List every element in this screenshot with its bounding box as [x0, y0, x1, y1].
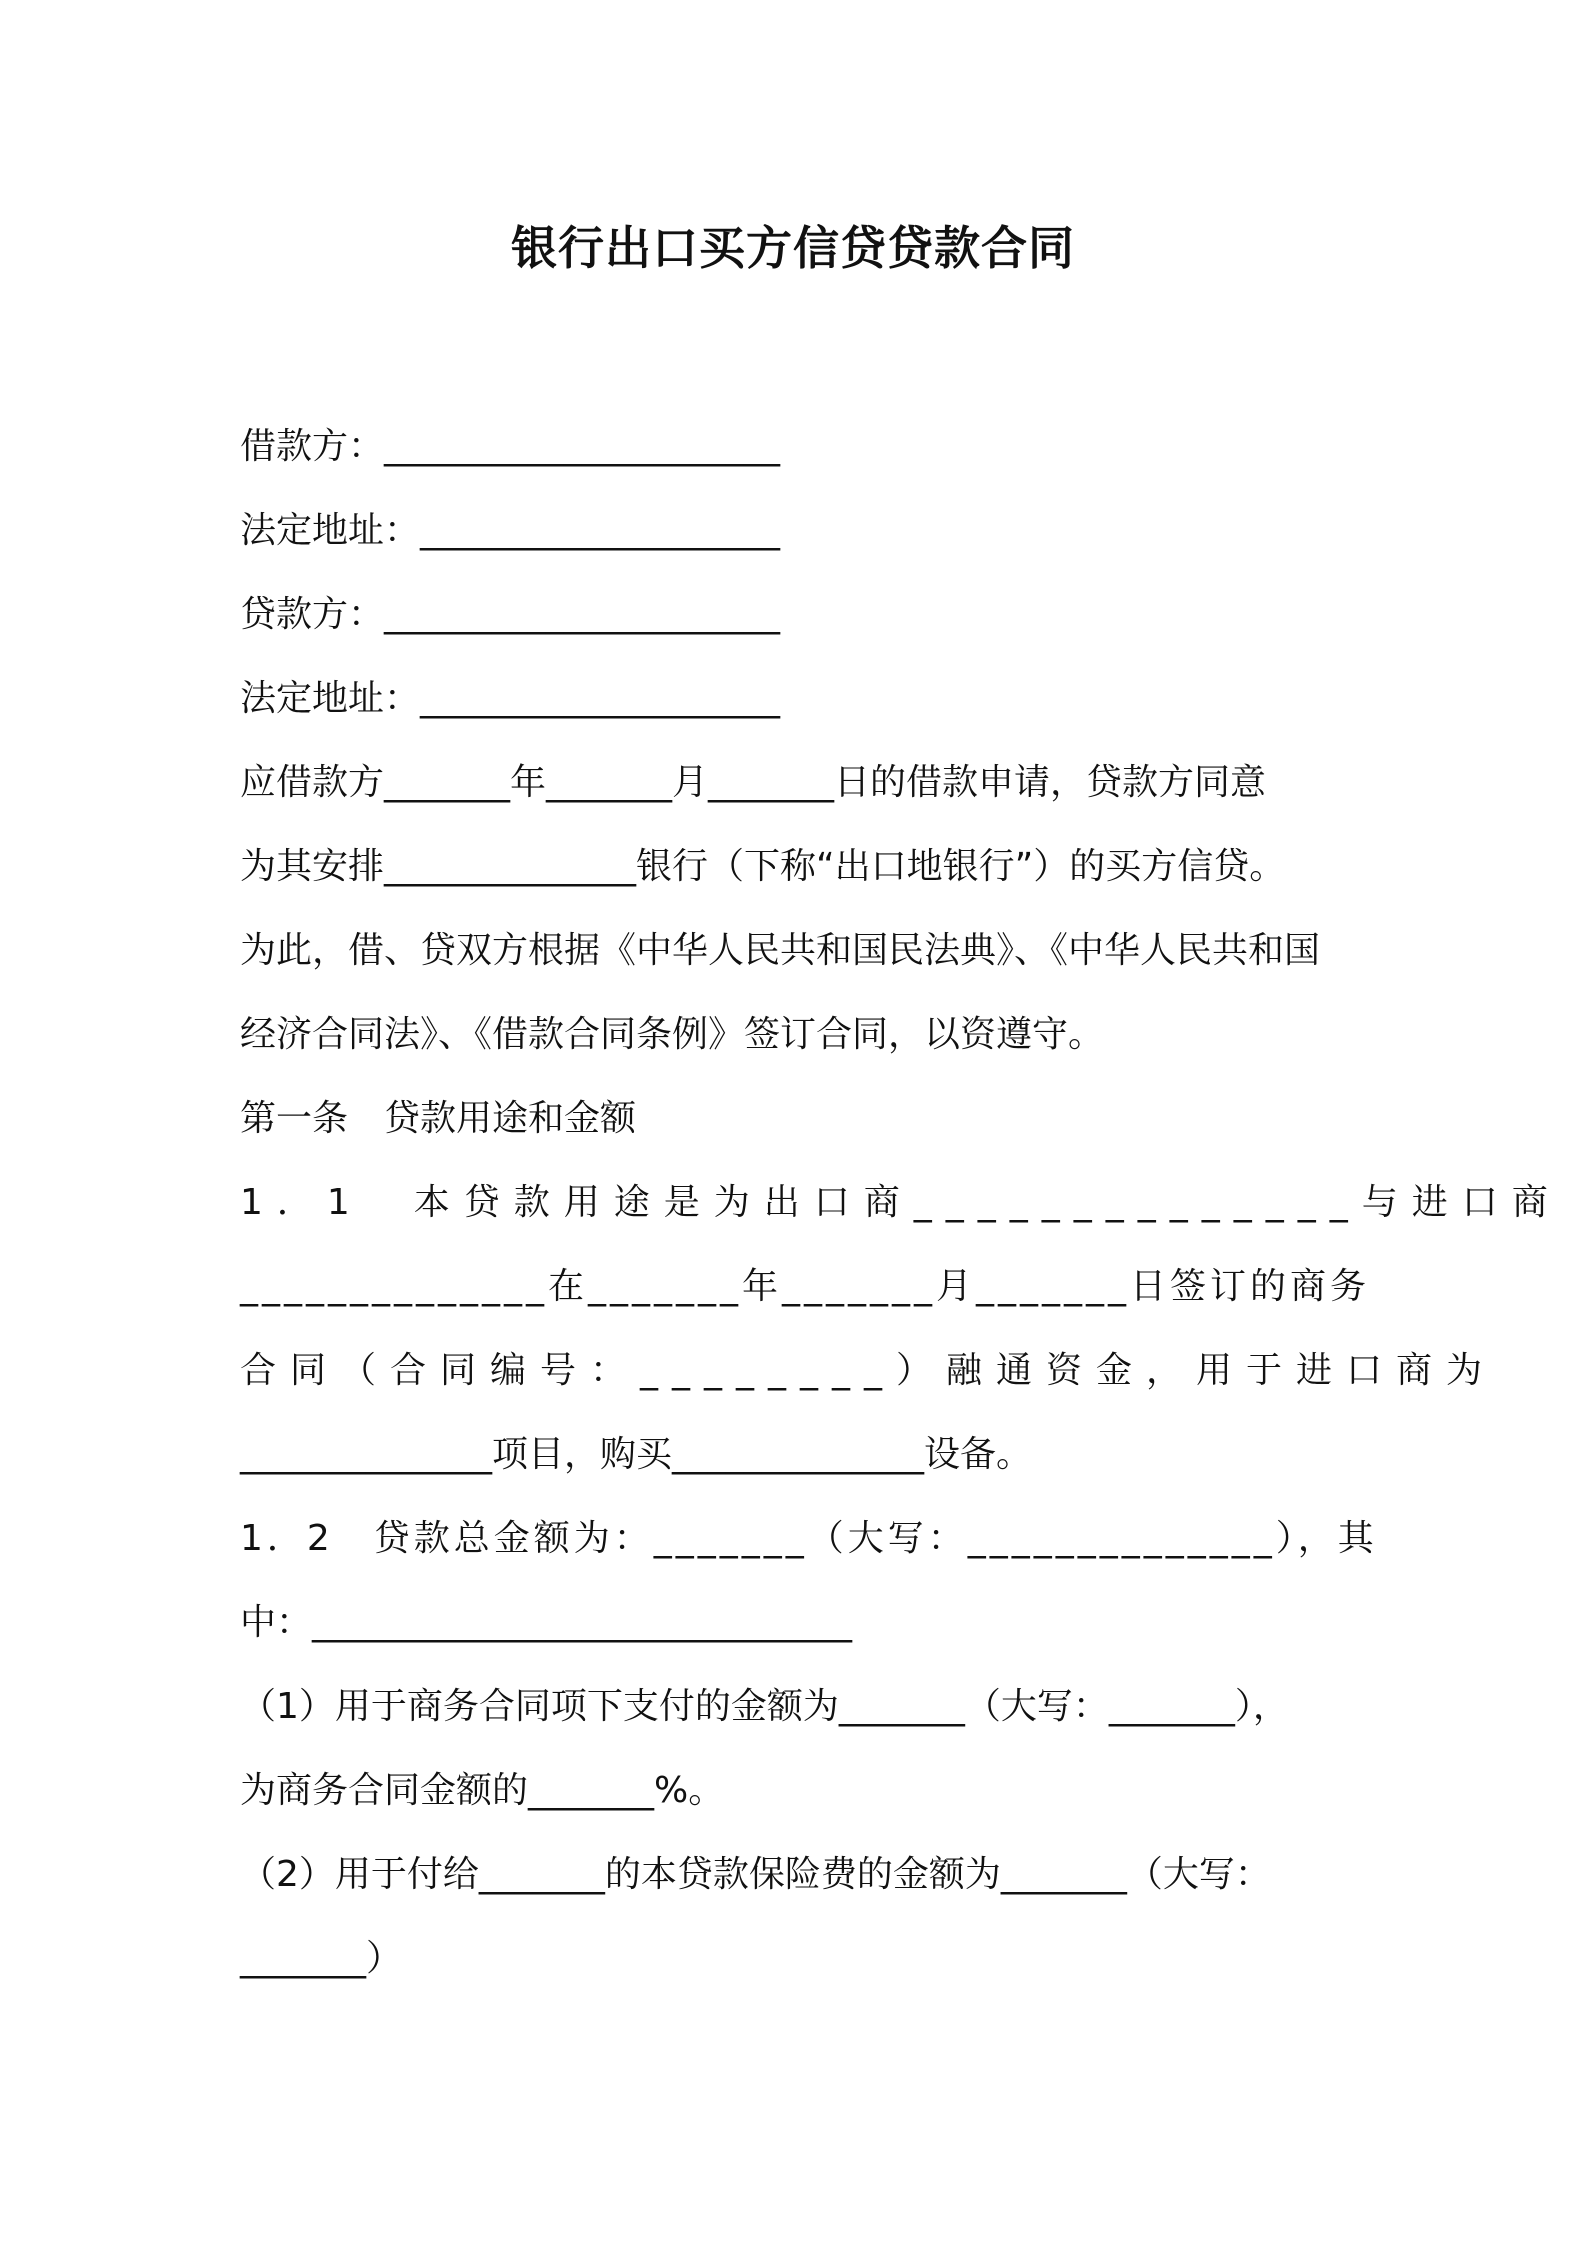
clause-1-2-line-2: 中：______________________________ — [240, 1602, 852, 1643]
preamble-line-1: 应借款方_______年_______月_______日的借款申请，贷款方同意 — [240, 762, 1267, 803]
document-body — [240, 405, 1562, 2001]
borrower-line: 借款方：______________________ — [240, 426, 781, 467]
lender-line: 贷款方：______________________ — [240, 594, 781, 635]
lender-address-line: 法定地址：____________________ — [240, 678, 781, 719]
clause-item-1-line-2: 为商务合同金额的_______%。 — [240, 1770, 725, 1811]
preamble-line-4: 经济合同法》、《借款合同条例》签订合同，以资遵守。 — [240, 1014, 1105, 1055]
clause-1-1-line-3: 合同（合同编号：________）融通资金，用于进口商为 — [240, 1350, 1497, 1391]
clause-1-1-line-2: ______________在_______年_______月_______日签订的商务 — [240, 1266, 1371, 1307]
article-1-heading: 第一条 贷款用途和金额 — [240, 1098, 637, 1139]
document-title: 银行出口买方信贷贷款合同 — [511, 221, 1075, 275]
clause-item-2-line-2: _______） — [240, 1938, 403, 1979]
clause-1-2-line-1: 1．2 贷款总金额为：_______（大写：______________），其 — [240, 1518, 1378, 1559]
clause-1-1-line-1: 1．1 本贷款用途是为出口商______________与进口商 — [240, 1182, 1562, 1223]
borrower-address-line: 法定地址：____________________ — [240, 510, 781, 551]
preamble-line-2: 为其安排______________银行（下称“出口地银行”）的买方信贷。 — [240, 846, 1286, 887]
clause-item-2-line-1: （2）用于付给_______的本贷款保险费的金额为_______（大写： — [240, 1854, 1271, 1895]
clause-1-1-line-4: ______________项目，购买______________设备。 — [240, 1434, 1033, 1475]
preamble-line-3: 为此，借、贷双方根据《中华人民共和国民法典》、《中华人民共和国 — [240, 930, 1321, 971]
clause-item-1-line-1: （1）用于商务合同项下支付的金额为_______（大写：_______）， — [240, 1686, 1289, 1727]
